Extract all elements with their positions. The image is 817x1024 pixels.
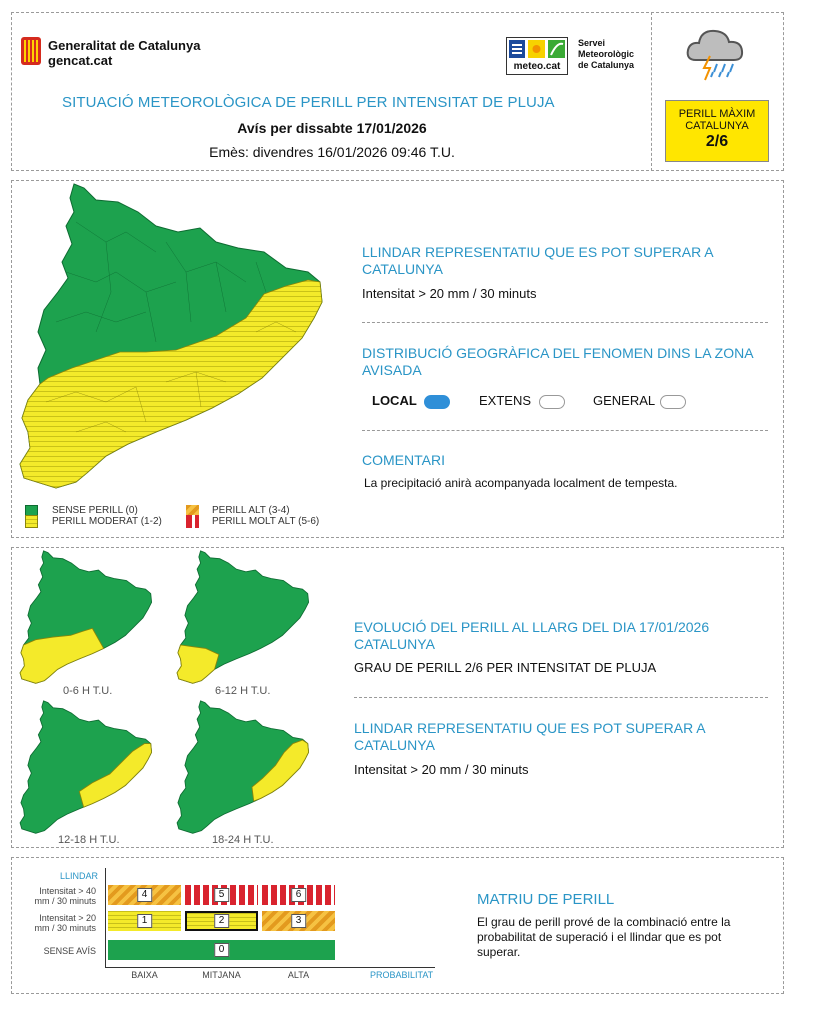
matrix-cell-5-value: 5 xyxy=(214,888,230,902)
evolution-title: EVOLUCIÓ DEL PERILL AL LLARG DEL DIA 17/01/2026 CATALUNYA xyxy=(354,619,710,652)
distribution-general-label: GENERAL xyxy=(593,393,655,408)
max-danger-label-1: PERILL MÀXIM xyxy=(678,108,756,120)
gencat-logo-icon xyxy=(21,37,41,70)
page-title: SITUACIÓ METEOROLÒGICA DE PERILL PER INTENSITAT DE PLUJA xyxy=(62,94,555,111)
matrix-cell-4-value: 4 xyxy=(137,888,153,902)
matrix-row3-label: SENSE AVÍS xyxy=(43,946,96,956)
meteocat-badge-text: meteo.cat xyxy=(513,61,561,72)
map-period-1 xyxy=(18,550,158,690)
matrix-cell-6 xyxy=(262,885,335,905)
period-label-1: 0-6 H T.U. xyxy=(63,685,113,697)
smc-line-2: Meteorològic xyxy=(578,49,635,59)
max-danger-label-2: CATALUNYA xyxy=(685,120,749,132)
matrix-row1-label xyxy=(14,886,96,906)
gencat-url: gencat.cat xyxy=(48,53,113,68)
matrix-col-alta: ALTA xyxy=(287,970,310,980)
matrix-cell-0-value: 0 xyxy=(214,943,230,957)
matrix-col-baixa: BAIXA xyxy=(131,970,158,980)
smc-line-3: de Catalunya xyxy=(578,60,635,70)
legend-swatch-very-high xyxy=(186,515,199,528)
divider-2 xyxy=(362,430,768,431)
matrix-cell-1 xyxy=(108,911,181,931)
legend-label-moderate: PERILL MODERAT (1-2) xyxy=(52,516,162,527)
matrix-llindar-label: LLINDAR xyxy=(60,871,99,881)
matrix-row2-line2: mm / 30 minuts xyxy=(34,923,96,933)
distribution-option-local[interactable] xyxy=(372,393,450,409)
toggle-local[interactable] xyxy=(424,395,450,409)
divider-1 xyxy=(362,322,768,323)
threshold-title: LLINDAR REPRESENTATIU QUE ES POT SUPERAR A CATALUNYA xyxy=(362,244,713,277)
threshold-value: Intensitat > 20 mm / 30 minuts xyxy=(362,286,537,301)
matrix-title: MATRIU DE PERILL xyxy=(477,891,615,908)
matrix-axis-probabilitat: PROBABILITAT xyxy=(370,970,434,980)
matrix-col-mitjana: MITJANA xyxy=(202,970,241,980)
meteocat-logo-icon xyxy=(506,37,568,75)
matrix-cell-3-value: 3 xyxy=(291,914,307,928)
matrix-y-axis xyxy=(105,868,106,968)
storm-rain-icon xyxy=(684,22,748,87)
distribution-extens-label: EXTENS xyxy=(479,393,532,408)
matrix-description: El grau de perill prové de la combinació entre la probabilitat de superació i el llindar que es pot superar. xyxy=(477,915,731,959)
distribution-local-label: LOCAL xyxy=(372,393,417,408)
matrix-x-axis xyxy=(105,967,435,968)
comment-text: La precipitació anirà acompanyada localment de tempesta. xyxy=(364,476,678,490)
matrix-cell-4 xyxy=(108,885,181,905)
matrix-cell-1-value: 1 xyxy=(137,914,153,928)
map-period-3 xyxy=(18,700,158,840)
distribution-title: DISTRIBUCIÓ GEOGRÀFICA DEL FENOMEN DINS LA ZONA AVISADA xyxy=(362,345,753,378)
distribution-option-general[interactable] xyxy=(593,393,686,409)
legend-swatch-moderate xyxy=(25,515,38,528)
matrix-row1-line1: Intensitat > 40 xyxy=(39,886,96,896)
evolution-threshold-value: Intensitat > 20 mm / 30 minuts xyxy=(354,762,529,777)
comment-title: COMENTARI xyxy=(362,452,445,468)
toggle-extens[interactable] xyxy=(539,395,565,409)
gencat-name: Generalitat de Catalunya xyxy=(48,38,201,53)
matrix-cell-2 xyxy=(185,911,258,931)
issued-timestamp: Emès: divendres 16/01/2026 09:46 T.U. xyxy=(209,144,455,160)
period-label-2: 6-12 H T.U. xyxy=(215,685,271,697)
period-label-3: 12-18 H T.U. xyxy=(58,834,120,846)
max-danger-value: 2/6 xyxy=(705,133,729,150)
distribution-option-extens[interactable] xyxy=(479,393,565,409)
matrix-cell-2-value: 2 xyxy=(214,914,230,928)
map-period-4 xyxy=(175,700,315,840)
legend-label-high: PERILL ALT (3-4) xyxy=(212,505,290,516)
smc-line-1: Servei xyxy=(578,38,606,48)
catalonia-map-main xyxy=(16,182,336,497)
matrix-row2-line1: Intensitat > 20 xyxy=(39,913,96,923)
notice-date: Avís per dissabte 17/01/2026 xyxy=(237,120,427,136)
matrix-cell-0 xyxy=(108,940,335,960)
matrix-row1-line2: mm / 30 minuts xyxy=(34,896,96,906)
divider-3 xyxy=(354,697,768,698)
matrix-row2-label xyxy=(14,913,96,933)
evolution-grade: GRAU DE PERILL 2/6 PER INTENSITAT DE PLUJA xyxy=(354,660,657,675)
period-label-4: 18-24 H T.U. xyxy=(212,834,274,846)
legend-label-very-high: PERILL MOLT ALT (5-6) xyxy=(212,516,320,527)
matrix-cell-3 xyxy=(262,911,335,931)
evolution-threshold-title: LLINDAR REPRESENTATIU QUE ES POT SUPERAR A CATALUNYA xyxy=(354,720,705,753)
toggle-general[interactable] xyxy=(660,395,686,409)
map-period-2 xyxy=(175,550,315,690)
matrix-cell-6-value: 6 xyxy=(291,888,307,902)
max-danger-badge xyxy=(665,100,769,162)
legend-label-none: SENSE PERILL (0) xyxy=(52,505,138,516)
matrix-cell-5 xyxy=(185,885,258,905)
